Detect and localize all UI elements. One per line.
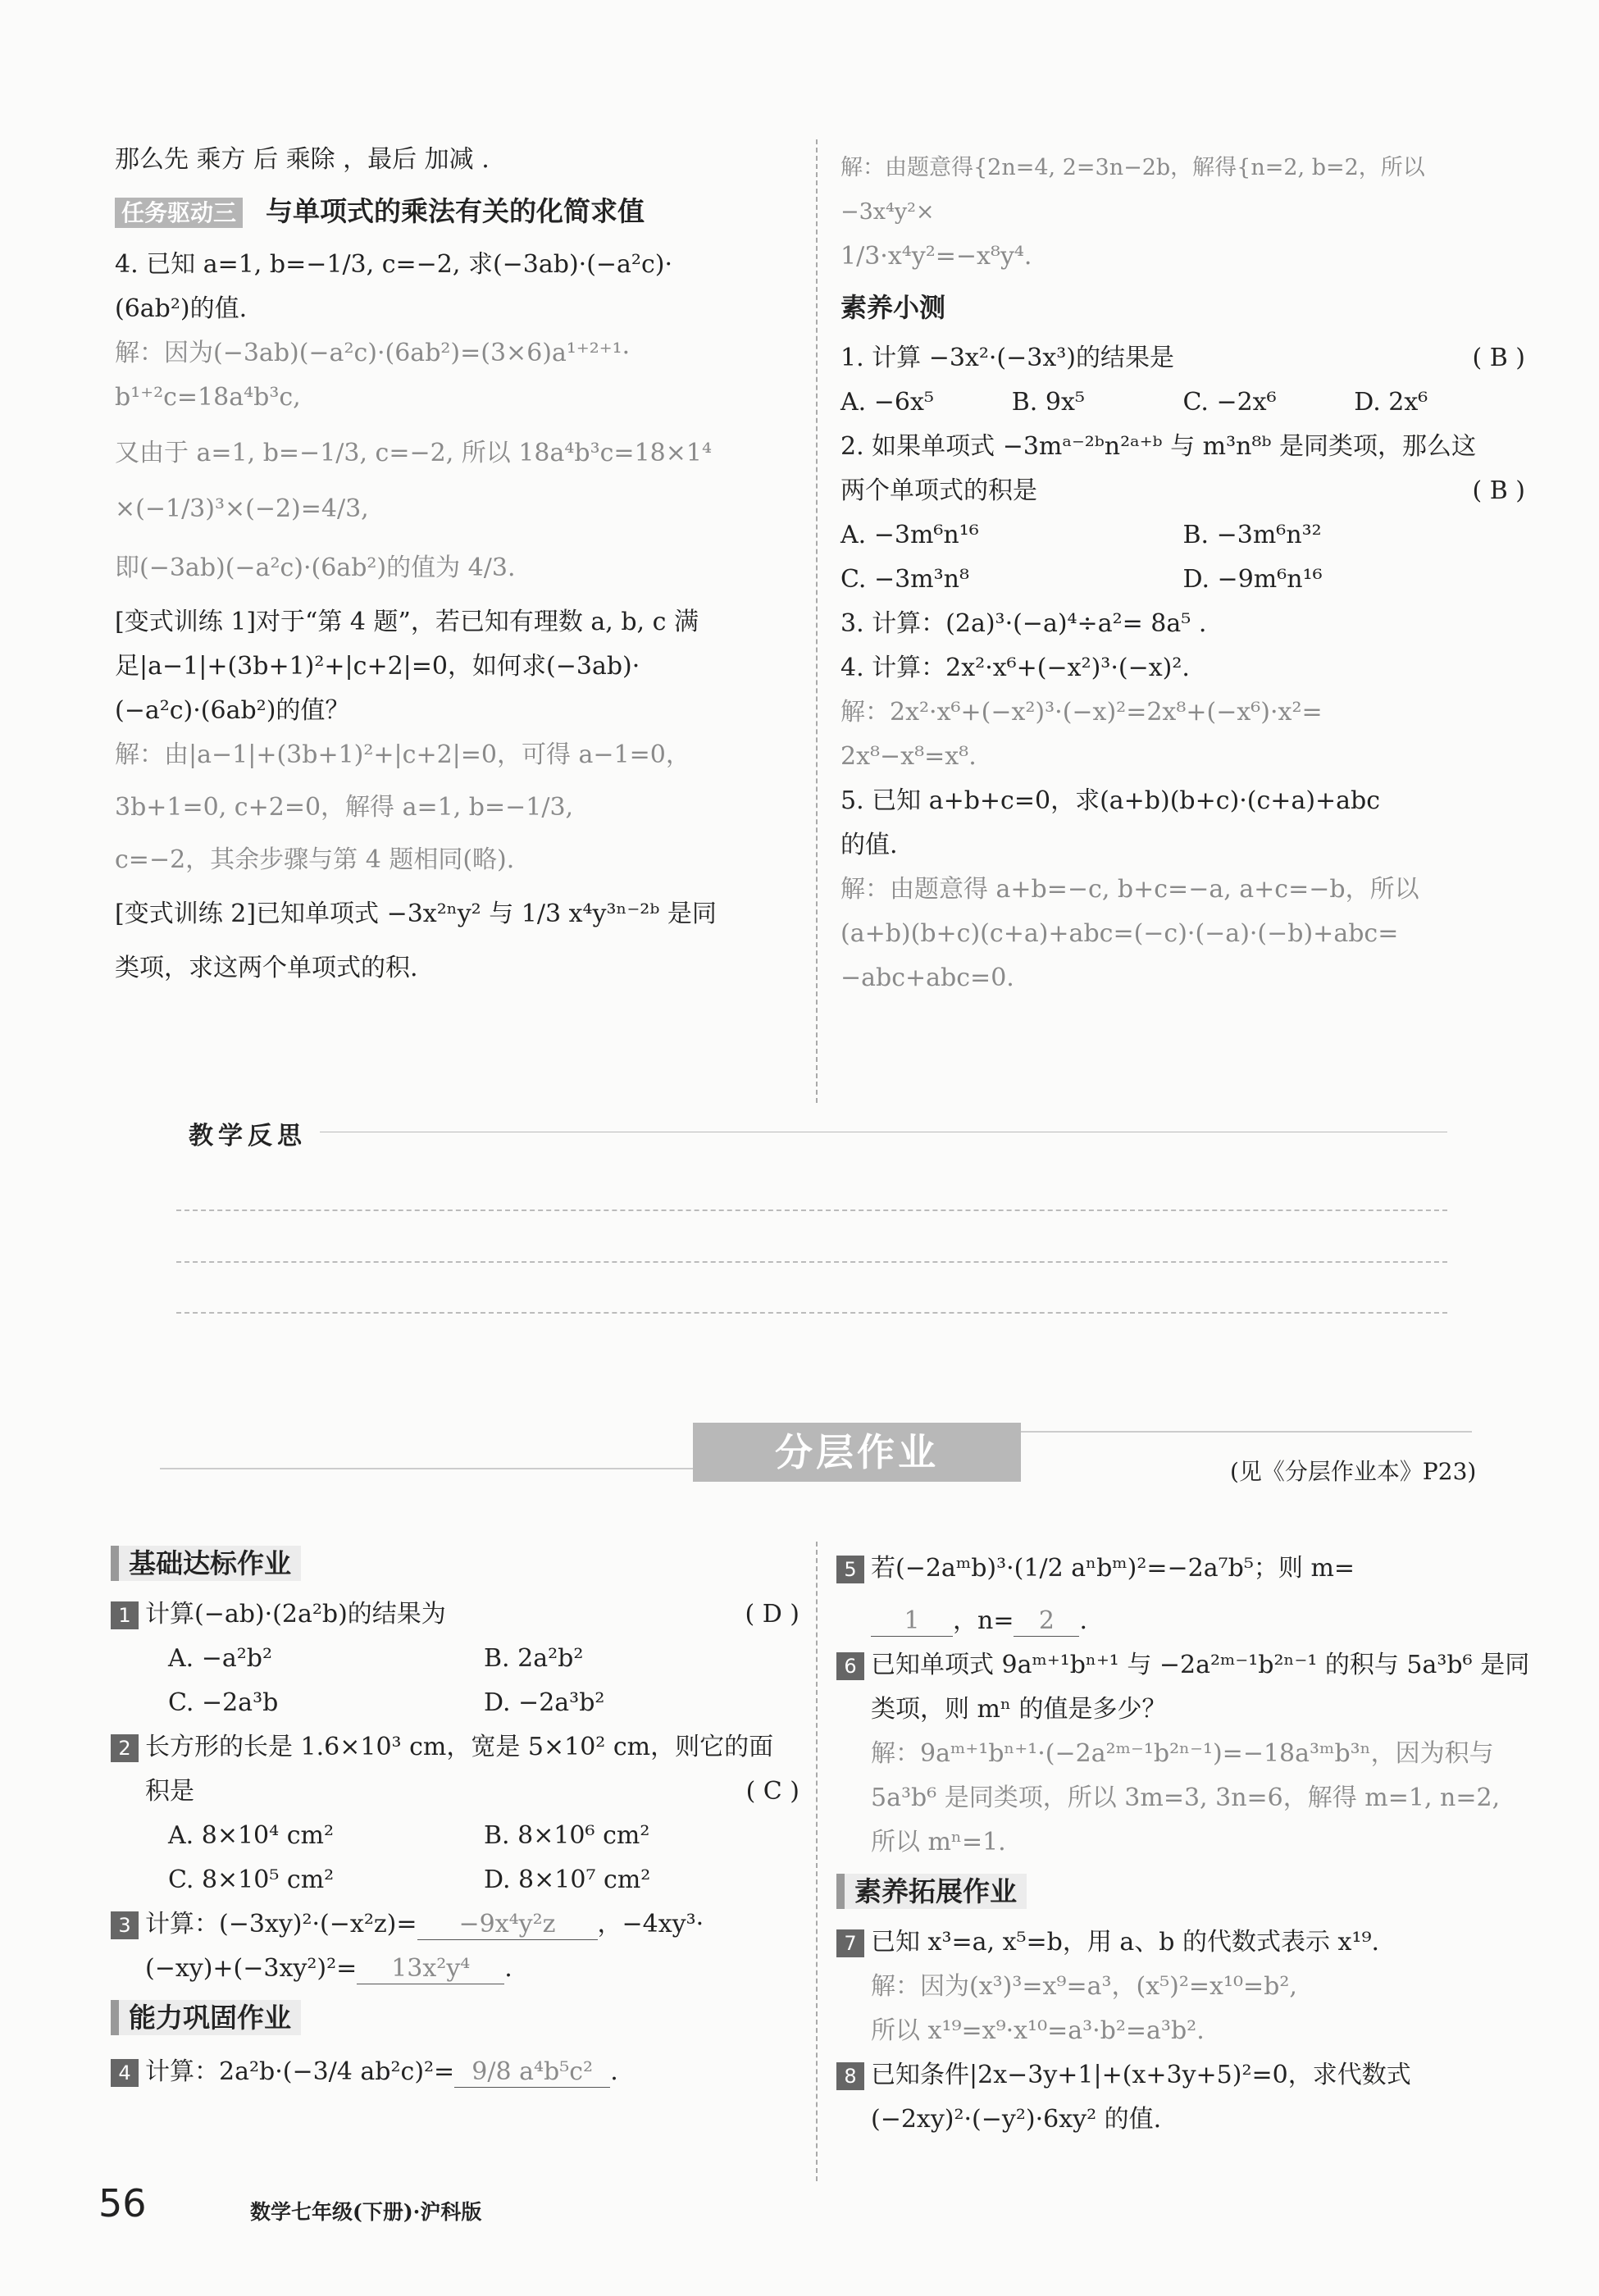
page-number: 56	[98, 2181, 147, 2225]
mini-test-label: 素养小测	[840, 292, 946, 323]
solution-line: 2x⁸−x⁸=x⁸.	[840, 742, 977, 771]
option: C. −3m³n⁸	[840, 565, 970, 594]
variant-1: [变式训练 1]对于“第 4 题”，若已知有理数 a, b, c 满	[115, 608, 699, 636]
mini-q1	[840, 336, 1525, 380]
q2-text: 两个单项式的积是	[840, 476, 1037, 505]
text-line: 类项，求这两个单项式的积.	[115, 954, 418, 982]
solution-line: b¹⁺²c=18a⁴b³c,	[115, 383, 301, 412]
hw5-cont: 1 ，n= 2 .	[836, 1599, 1529, 1643]
option: B. 9x⁵	[1011, 388, 1085, 417]
option: C. −2x⁶	[1182, 388, 1277, 417]
solution-line: c=−2，其余步骤与第 4 题相同(略).	[115, 845, 515, 874]
hw3: 3 计算：(−3xy)²·(−x²z)= −9x⁴y²z ，−4xy³·	[111, 1902, 800, 1947]
q2-options-a	[840, 513, 1525, 558]
right-top-column	[840, 146, 1525, 1000]
option: A. −3m⁶n¹⁶	[840, 521, 979, 549]
mini-q2: 2. 如果单项式 −3mᵃ⁻²ᵇn²ᵃ⁺ᵇ 与 m³n⁸ᵇ 是同类项，那么这	[840, 432, 1476, 461]
solution-line: 解：由题意得{2n=4, 2=3n−2b，解得{n=2, b=2，所以 −3x⁴y²×	[840, 155, 1425, 225]
ext-label: 素养拓展作业	[836, 1870, 1529, 1916]
text-line: 的值.	[840, 831, 898, 859]
solution-line: 解：因为(x³)³=x⁹=a³，(x⁵)²=x¹⁰=b²,	[871, 1972, 1297, 2001]
hw2-options-a: A. 8×10⁴ cm² B. 8×10⁶ cm²	[168, 1821, 650, 1850]
section-title: 与单项式的乘法有关的化简求值	[266, 195, 645, 227]
solution-line: −abc+abc=0.	[840, 963, 1014, 992]
footer-text: 数学七年级(下册)·沪科版	[250, 2200, 482, 2224]
q2-options-b	[840, 558, 1525, 602]
hw2-options-b: C. 8×10⁵ cm² D. 8×10⁷ cm²	[168, 1866, 651, 1894]
solution-line: 5a³b⁶ 是同类项，所以 3m=3, 3n=6，解得 m=1, n=2,	[871, 1784, 1501, 1812]
reflection-label: 教学反思	[189, 1122, 307, 1150]
variant-2: [变式训练 2]已知单项式 −3x²ⁿy² 与 1/3 x⁴y³ⁿ⁻²ᵇ 是同	[115, 900, 717, 928]
hw1-answer: ( D )	[745, 1600, 800, 1629]
solution-line: 3b+1=0, c+2=0，解得 a=1, b=−1/3,	[115, 793, 574, 822]
solution-line: 又由于 a=1, b=−1/3, c=−2, 所以 18a⁴b³c=18×1⁴	[115, 439, 712, 467]
reflection-line	[176, 1312, 1447, 1314]
solution-line: 1/3·x⁴y²=−x⁸y⁴.	[840, 242, 1032, 271]
mini-q2-cont	[840, 469, 1525, 513]
solution-line: (a+b)(b+c)(c+a)+abc=(−c)·(−a)·(−b)+abc=	[840, 919, 1399, 948]
question-4: 4. 已知 a=1, b=−1/3, c=−2, 求(−3ab)·(−a²c)·	[115, 250, 672, 279]
text-line: 足|a−1|+(3b+1)²+|c+2|=0，如何求(−3ab)·	[115, 652, 640, 681]
reflection-line	[176, 1210, 1447, 1211]
basic-label: 基础达标作业	[111, 1542, 800, 1588]
solution-line: ×(−1/3)³×(−2)=4/3,	[115, 494, 369, 523]
reflection-line	[176, 1261, 1447, 1263]
hw4: 4 计算：2a²b·(−3/4 ab²c)²= 9/8 a⁴b⁵c² .	[111, 2050, 800, 2094]
solution-line: 解：2x²·x⁶+(−x²)³·(−x)²=2x⁸+(−x⁶)·x²=	[840, 698, 1323, 727]
option: B. −3m⁶n³²	[1182, 521, 1322, 549]
option: A. −6x⁵	[840, 388, 934, 417]
solution-line: 解：9aᵐ⁺¹bⁿ⁺¹·(−2a²ᵐ⁻¹b²ⁿ⁻¹)=−18a³ᵐb³ⁿ，因为积与	[871, 1739, 1494, 1768]
column-divider-bottom	[816, 1542, 818, 2181]
solution-line: 所以 x¹⁹=x⁹·x¹⁰=a³·b²=a³b².	[871, 2016, 1205, 2045]
q2-answer: ( B )	[1472, 476, 1525, 505]
hw2-answer: ( C )	[745, 1777, 800, 1806]
text-line: (6ab²)的值.	[115, 294, 248, 323]
q1-options	[840, 380, 1525, 425]
solution-line: 所以 mⁿ=1.	[871, 1828, 1006, 1856]
left-bottom-column	[111, 1542, 800, 2094]
ability-label: 能力巩固作业	[111, 1996, 800, 2042]
option: D. 2x⁶	[1354, 388, 1428, 417]
section-heading	[115, 190, 645, 229]
banner-rule	[160, 1468, 693, 1469]
hw6: 6 已知单项式 9aᵐ⁺¹bⁿ⁺¹ 与 −2a²ᵐ⁻¹b²ⁿ⁻¹ 的积与 5a³b⁶ 是同	[836, 1643, 1529, 1688]
hw2: 2 长方形的长是 1.6×10³ cm，宽是 5×10² cm，则它的面	[111, 1725, 800, 1770]
mini-q5: 5. 已知 a+b+c=0，求(a+b)(b+c)·(c+a)+abc	[840, 786, 1381, 815]
q1-answer: ( B )	[1472, 344, 1525, 372]
hw7: 7 已知 x³=a, x⁵=b，用 a、b 的代数式表示 x¹⁹.	[836, 1920, 1529, 1965]
homework-banner: 分层作业	[693, 1423, 1021, 1482]
hw8: 8 已知条件|2x−3y+1|+(x+3y+5)²=0，求代数式	[836, 2053, 1529, 2098]
text-line: 那么先 乘方 后 乘除 ，最后 加减 .	[115, 145, 490, 174]
hw3-cont: (−xy)+(−3xy²)²= 13x²y⁴ .	[145, 1954, 512, 1983]
text-line: (−a²c)·(6ab²)的值？	[115, 696, 350, 725]
solution-line: 解：由|a−1|+(3b+1)²+|c+2|=0，可得 a−1=0，	[115, 740, 690, 769]
solution-line: 解：因为(−3ab)(−a²c)·(6ab²)=(3×6)a¹⁺²⁺¹·	[115, 339, 631, 367]
hw2-cont: 积是 ( C )	[111, 1770, 800, 1814]
right-bottom-column	[836, 1542, 1529, 2142]
mini-q3: 3. 计算：(2a)³·(−a)⁴÷a²= 8a⁵ .	[840, 609, 1207, 638]
option: D. −9m⁶n¹⁶	[1182, 565, 1323, 594]
solution-line: 即(−3ab)(−a²c)·(6ab²)的值为 4/3.	[115, 554, 516, 582]
column-divider-top	[816, 139, 818, 1103]
q1-text: 1. 计算 −3x²·(−3x³)的结果是	[840, 344, 1174, 372]
text-line: (−2xy)²·(−y²)·6xy² 的值.	[871, 2105, 1162, 2134]
section-tag: 任务驱动三	[115, 198, 243, 228]
text-line: 类项，则 mⁿ 的值是多少？	[871, 1695, 1167, 1724]
hw5: 5 若(−2aᵐb)³·(1/2 aⁿbᵐ)²=−2a⁷b⁵；则 m=	[836, 1547, 1529, 1591]
hw1-options-a: A. −a²b² B. 2a²b²	[168, 1644, 584, 1673]
solution-line: 解：由题意得 a+b=−c, b+c=−a, a+c=−b，所以	[840, 875, 1419, 904]
left-top-column	[115, 138, 795, 991]
banner-reference: (见《分层作业本》P23)	[1230, 1458, 1477, 1485]
mini-q4: 4. 计算：2x²·x⁶+(−x²)³·(−x)².	[840, 654, 1190, 682]
banner-rule	[1021, 1431, 1472, 1433]
hw1: 1 计算(−ab)·(2a²b)的结果为 ( D )	[111, 1592, 800, 1637]
hw1-options-b: C. −2a³b D. −2a³b²	[168, 1688, 605, 1717]
